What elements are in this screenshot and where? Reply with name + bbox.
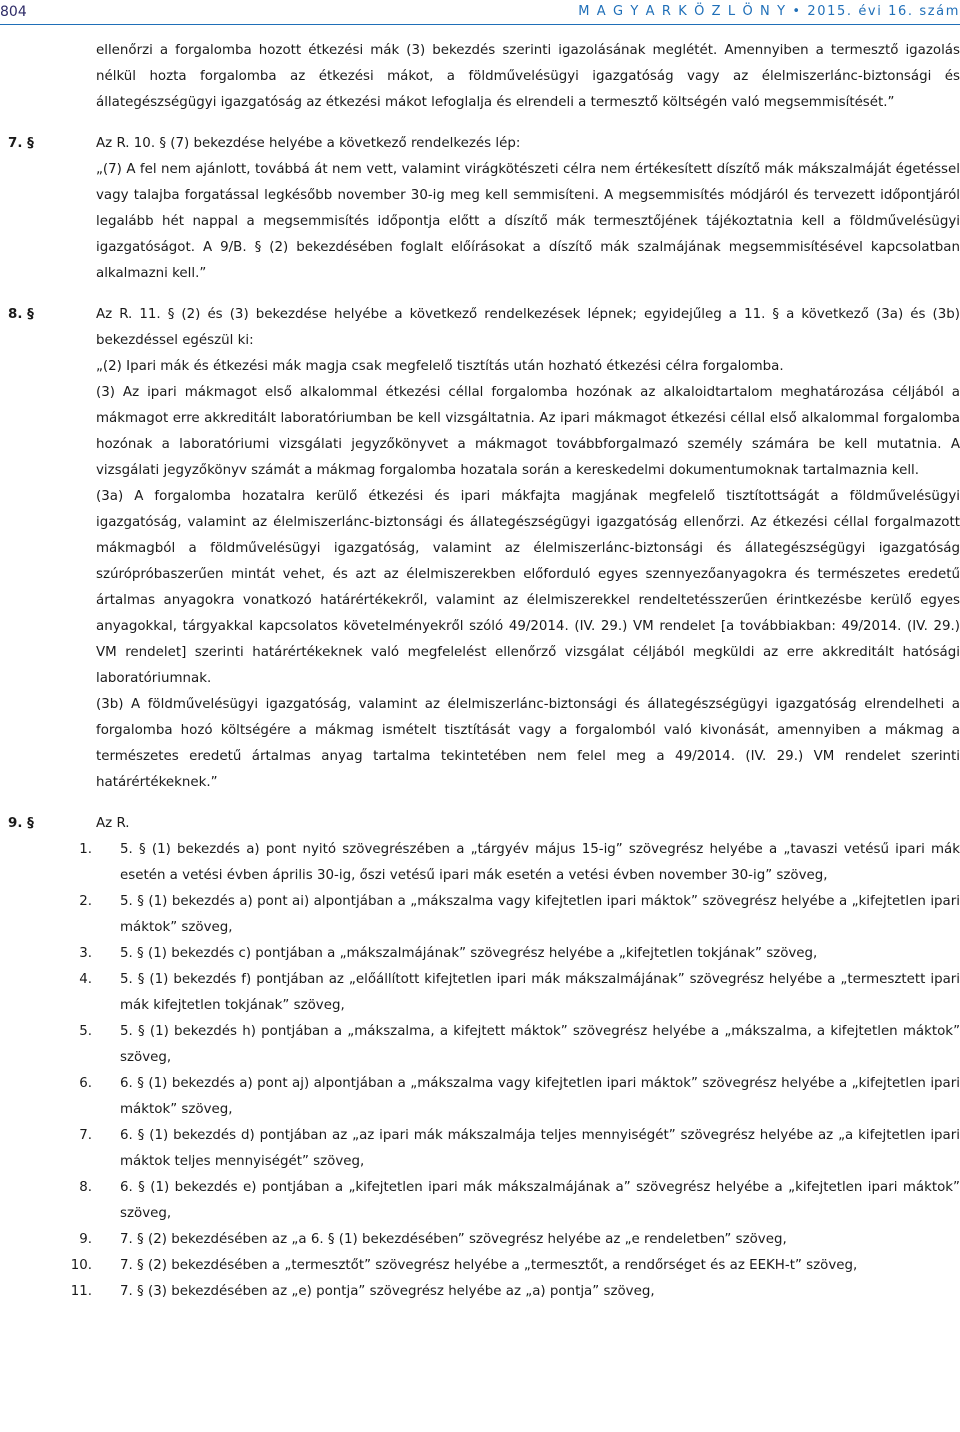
item-text: 5. § (1) bekezdés f) pontjában az „előállított kifejtetlen ipari mák mákszalmájának” szövegrész helyébe a „termesztett ipari mák kifejtetlen tokjának” szöveg, bbox=[120, 972, 960, 1013]
list-item bbox=[79, 1123, 960, 1175]
list-item bbox=[79, 1071, 960, 1123]
list-item bbox=[79, 889, 960, 941]
item-number: 1. bbox=[79, 842, 92, 857]
paragraph: (3) Az ipari mákmagot első alkalommal étkezési céllal forgalomba hozónak az alkaloidtartalom meghatározása céljából a mákmagot erre akkreditált laboratóriumban be kell vizsgáltatnia. Az ipari mákmagot étkezési céllal első alkalommal forgalomba hozónak a laboratóriumi vizsgálati jegyzőkönyvet a mákmagot továbbforgalmazó személy számára be kell mutatnia. A vizsgálati jegyzőkönyv számát a mákmag forgalomba hozatala során a kereskedelmi dokumentumoknak tartalmaznia kell. bbox=[96, 385, 960, 478]
item-number: 7. bbox=[79, 1128, 92, 1143]
paragraph: (3b) A földművelésügyi igazgatóság, valamint az élelmiszerlánc-biztonsági és állategészségügyi igazgatóság elrendelheti a forgalomba hozó költségére a mákmag ismételt tisztítását vagy a forgalomból való kivonását, amennyiben a mákmag a természetes eredetű ártalmas anyag tartalma tekintetében nem felel meg a 49/2014. (IV. 29.) VM rendelet szerinti határértékeknek.” bbox=[96, 697, 960, 790]
list-item bbox=[79, 941, 960, 967]
item-text: 7. § (2) bekezdésében az „a 6. § (1) bekezdésében” szövegrész helyébe az „e rendeletben” szöveg, bbox=[120, 1232, 787, 1247]
item-text: 5. § (1) bekezdés h) pontjában a „mákszalma, a kifejtett máktok” szövegrész helyébe a „mákszalma, a kifejtetlen máktok” szöveg, bbox=[120, 1024, 960, 1065]
journal-title: M A G Y A R K Ö Z L Ö N Y • 2015. évi 16. szám bbox=[578, 4, 960, 19]
paragraph: „(2) Ipari mák és étkezési mák magja csak megfelelő tisztítás után hozható étkezési célra forgalomba. bbox=[96, 359, 784, 374]
header-rule bbox=[0, 24, 960, 25]
paragraph: Az R. 10. § (7) bekezdése helyébe a következő rendelkezés lép: bbox=[96, 136, 521, 151]
page-header bbox=[0, 0, 960, 28]
item-number: 5. bbox=[79, 1024, 92, 1039]
section-8 bbox=[8, 302, 960, 796]
item-text: 6. § (1) bekezdés a) pont aj) alpontjában a „mákszalma vagy kifejtetlen ipari máktok” szövegrész helyébe a „kifejtetlen ipari máktok” szöveg, bbox=[120, 1076, 960, 1117]
item-text: 5. § (1) bekezdés a) pont nyitó szövegrészében a „tárgyév május 15-ig” szövegrész helyébe a „tavaszi vetésű ipari mák esetén a vetési évben április 30-ig, őszi vetésű ipari mák esetén a vetési évben november 30-ig” szöveg, bbox=[120, 842, 960, 883]
list-item bbox=[70, 1253, 960, 1279]
page-number: 804 bbox=[0, 4, 27, 20]
section-number: 9. § bbox=[8, 816, 34, 831]
item-text: 7. § (3) bekezdésében az „e) pontja” szövegrész helyébe az „a) pontja” szöveg, bbox=[120, 1284, 655, 1299]
list-item bbox=[79, 1019, 960, 1071]
paragraph: (3a) A forgalomba hozatalra kerülő étkezési és ipari mákfajta magjának megfelelő tisztítottságát a földművelésügyi igazgatóság, valamint az élelmiszerlánc-biztonsági és állategészségügyi igazgatóság ellenőrzi. Az étkezési céllal forgalmazott mákmagból a földművelésügyi igazgatóság, valamint az élelmiszerlánc-biztonsági és állategészségügyi igazgatóság szúrópróbaszerűen mintát vehet, és azt az élelmiszerekben előforduló egyes szennyezőanyagokra és természetes eredetű ártalmas anyagokra vonatkozó határértékekről, valamint az élelmiszerekkel rendeltetésszerűen érintkezésbe kerülő egyes anyagokkal, tárgyakkal kapcsolatos követelményekről szóló 49/2014. (IV. 29.) VM rendelet [a továbbiakban: 49/2014. (IV. 29.) VM rendelet] szerinti határértékeknek való megfelelést ellenőrző vizsgálat céljából megküldi az erre akkreditált hatósági laboratóriumnak. bbox=[96, 489, 960, 686]
item-text: 5. § (1) bekezdés a) pont ai) alpontjában a „mákszalma vagy kifejtetlen ipari máktok” szövegrész helyébe a „kifejtetlen ipari máktok” szöveg, bbox=[120, 894, 960, 935]
item-number: 8. bbox=[79, 1180, 92, 1195]
item-text: 7. § (2) bekezdésében a „termesztőt” szövegrész helyébe a „termesztőt, a rendőrséget és az EEKH-t” szöveg, bbox=[120, 1258, 858, 1273]
item-number: 4. bbox=[79, 972, 92, 987]
item-number: 6. bbox=[79, 1076, 92, 1091]
item-text: 5. § (1) bekezdés c) pontjában a „mákszalmájának” szövegrész helyébe a „kifejtetlen tokjának” szöveg, bbox=[120, 946, 818, 961]
section-number: 7. § bbox=[8, 136, 34, 151]
section-number: 8. § bbox=[8, 307, 34, 322]
item-number: 9. bbox=[79, 1232, 92, 1247]
list-item bbox=[70, 1279, 960, 1305]
item-text: 6. § (1) bekezdés e) pontjában a „kifejtetlen ipari mák mákszalmájának a” szövegrész helyébe a „kifejtetlen ipari máktok” szöveg, bbox=[120, 1180, 960, 1221]
intro-paragraph: ellenőrzi a forgalomba hozott étkezési mák (3) bekezdés szerinti igazolásának meglétét. Amennyiben a termesztő igazolás nélkül hozta forgalomba az étkezési mákot, a földművelésügyi igazgatóság vagy az élelmiszerlánc-biztonsági és állategészségügyi igazgatóság az étkezési mákot lefoglalja és elrendeli a termesztő költségén való megsemmisítését.” bbox=[96, 43, 960, 110]
section-9 bbox=[8, 811, 960, 1305]
item-number: 10. bbox=[70, 1258, 92, 1273]
section-7 bbox=[8, 131, 960, 287]
list-item bbox=[79, 1175, 960, 1227]
item-text: 6. § (1) bekezdés d) pontjában az „az ipari mák mákszalmája teljes mennyiségét” szövegrész helyébe az „a kifejtetlen ipari máktok teljes mennyiségét” szöveg, bbox=[120, 1128, 960, 1169]
list-item bbox=[79, 967, 960, 1019]
list-item bbox=[79, 1227, 960, 1253]
list-item bbox=[79, 837, 960, 889]
paragraph: Az R. 11. § (2) és (3) bekezdése helyébe a következő rendelkezések lépnek; egyidejűleg a 11. § a következő (3a) és (3b) bekezdéssel egészül ki: bbox=[96, 307, 960, 348]
item-number: 3. bbox=[79, 946, 92, 961]
paragraph: Az R. bbox=[96, 816, 130, 831]
paragraph: „(7) A fel nem ajánlott, továbbá át nem vett, valamint virágkötészeti célra nem értékesített díszítő mák mákszalmáját égetéssel vagy talajba forgatással legkésőbb november 30-ig meg kell semmisíteni. A megsemmisítés módjáról és tervezett időpontjáról legalább hét nappal a megsemmisítés időpontja előtt a díszítő mák termesztőjének tájékoztatnia kell a földművelésügyi igazgatóságot. A 9/B. § (2) bekezdésében foglalt előírásokat a díszítő mák szalmájának megsemmisítésével kapcsolatban alkalmazni kell.” bbox=[96, 162, 960, 281]
amendment-list bbox=[70, 837, 960, 1305]
document-body bbox=[8, 38, 960, 1305]
item-number: 2. bbox=[79, 894, 92, 909]
item-number: 11. bbox=[70, 1284, 92, 1299]
